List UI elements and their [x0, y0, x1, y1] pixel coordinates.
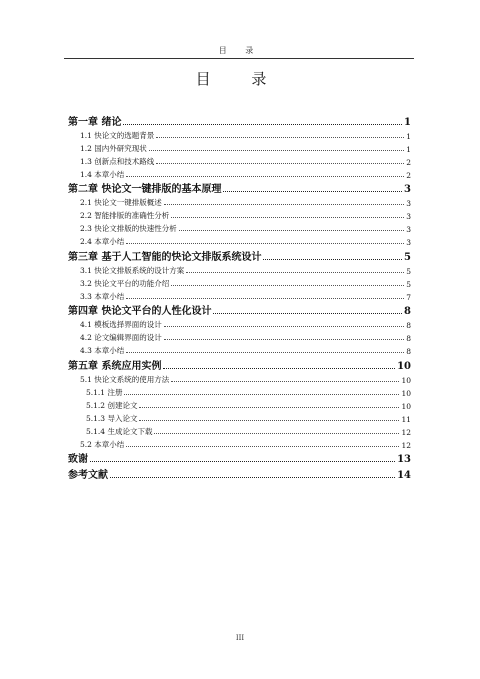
toc-entry-page: 10 — [397, 360, 411, 372]
toc-chapter-entry[interactable] — [68, 356, 411, 372]
toc-section-entry[interactable] — [68, 141, 411, 154]
toc-dot-leader — [213, 313, 402, 314]
toc-chapter-entry[interactable] — [68, 450, 411, 466]
toc-entry-page: 5 — [406, 279, 411, 289]
toc-dot-leader — [126, 352, 404, 353]
toc-entry-label: 5.1.2 创建论文 — [86, 400, 138, 410]
page-number: III — [235, 634, 245, 642]
toc-chapter-entry[interactable] — [68, 112, 411, 128]
toc-entry-label: 4.3 本章小结 — [80, 346, 125, 355]
toc-entry-page: 3 — [406, 199, 411, 208]
toc-section-entry[interactable] — [68, 263, 411, 276]
toc-entry-label: 第二章 快论文一键排版的基本原理 — [68, 184, 222, 195]
toc-entry-label: 3.3 本章小结 — [80, 291, 125, 301]
toc-dot-leader — [126, 446, 399, 447]
toc-dot-leader — [164, 339, 404, 340]
toc-chapter-entry[interactable] — [68, 247, 411, 263]
toc-entry-label: 1.3 创新点和技术路线 — [80, 156, 155, 166]
toc-dot-leader — [156, 163, 404, 164]
toc-entry-label: 2.2 智能排版的准确性分析 — [80, 211, 170, 220]
toc-entry-page: 3 — [406, 238, 411, 247]
toc-dot-leader — [126, 298, 404, 299]
toc-dot-leader — [163, 368, 395, 369]
toc-dot-leader — [139, 407, 399, 408]
toc-section-entry[interactable] — [68, 343, 411, 356]
toc-section-entry[interactable] — [68, 208, 411, 221]
toc-dot-leader — [223, 191, 402, 192]
toc-entry-page: 10 — [401, 375, 411, 385]
toc-entry-page: 8 — [406, 334, 411, 343]
toc-entry-label: 参考文献 — [68, 469, 108, 481]
toc-entry-page: 1 — [406, 144, 411, 154]
toc-entry-label: 1.1 快论文的选题背景 — [80, 130, 155, 140]
table-of-contents — [68, 112, 411, 481]
toc-entry-page: 3 — [406, 212, 411, 221]
toc-entry-page: 2 — [406, 157, 411, 167]
toc-section-entry[interactable] — [68, 424, 411, 437]
toc-entry-label: 第三章 基于人工智能的快论文排版系统设计 — [68, 251, 262, 263]
toc-section-entry[interactable] — [68, 128, 411, 141]
toc-entry-label: 第五章 系统应用实例 — [68, 360, 162, 372]
toc-entry-label: 第四章 快论文平台的人性化设计 — [68, 306, 212, 317]
toc-section-entry[interactable] — [68, 398, 411, 411]
toc-dot-leader — [126, 243, 404, 244]
toc-dot-leader — [164, 326, 404, 327]
toc-entry-page: 7 — [406, 292, 411, 302]
toc-dot-leader — [171, 285, 404, 286]
page-title: 目 录 — [195, 70, 285, 88]
toc-entry-page: 1 — [406, 131, 411, 141]
toc-section-entry[interactable] — [68, 221, 411, 234]
toc-dot-leader — [171, 381, 399, 382]
toc-dot-leader — [149, 150, 404, 151]
toc-entry-label: 5.1 快论文系统的使用方法 — [80, 374, 170, 384]
toc-dot-leader — [186, 272, 404, 273]
toc-entry-label: 5.2 本章小结 — [80, 439, 125, 449]
toc-entry-label: 2.1 快论文一键排版概述 — [80, 198, 162, 207]
toc-entry-page: 3 — [406, 225, 411, 234]
toc-section-entry[interactable] — [68, 330, 411, 343]
toc-entry-page: 11 — [401, 414, 411, 424]
toc-entry-label: 1.4 本章小结 — [80, 169, 125, 179]
toc-entry-page: 8 — [404, 306, 411, 317]
toc-section-entry[interactable] — [68, 195, 411, 208]
toc-entry-page: 8 — [406, 347, 411, 356]
toc-entry-label: 4.2 论文编辑界面的设计 — [80, 333, 162, 342]
toc-section-entry[interactable] — [68, 276, 411, 289]
toc-dot-leader — [154, 433, 399, 434]
toc-dot-leader — [164, 204, 404, 205]
toc-entry-page: 1 — [404, 116, 411, 128]
toc-entry-page: 5 — [406, 266, 411, 276]
toc-dot-leader — [90, 461, 395, 462]
toc-dot-leader — [124, 394, 399, 395]
toc-section-entry[interactable] — [68, 317, 411, 330]
toc-entry-page: 13 — [397, 454, 411, 465]
toc-chapter-entry[interactable] — [68, 465, 411, 481]
toc-entry-label: 4.1 模板选择界面的设计 — [80, 320, 162, 329]
toc-entry-label: 5.1.3 导入论文 — [86, 413, 138, 423]
toc-entry-label: 1.2 国内外研究现状 — [80, 143, 147, 153]
toc-section-entry[interactable] — [68, 167, 411, 180]
toc-chapter-entry[interactable] — [68, 302, 411, 318]
toc-chapter-entry[interactable] — [68, 180, 411, 196]
toc-section-entry[interactable] — [68, 385, 411, 398]
toc-section-entry[interactable] — [68, 411, 411, 424]
header-rule — [64, 58, 414, 59]
toc-entry-page: 12 — [401, 440, 411, 450]
running-header: 目 录 — [218, 46, 262, 55]
toc-section-entry[interactable] — [68, 372, 411, 385]
toc-entry-label: 3.1 快论文排版系统的设计方案 — [80, 265, 185, 275]
toc-entry-page: 14 — [397, 469, 411, 481]
toc-dot-leader — [126, 176, 404, 177]
toc-entry-page: 10 — [401, 388, 411, 398]
toc-entry-label: 致谢 — [68, 454, 88, 465]
toc-section-entry[interactable] — [68, 289, 411, 302]
toc-entry-page: 12 — [401, 427, 411, 437]
toc-entry-page: 5 — [404, 251, 411, 263]
toc-entry-page: 8 — [406, 321, 411, 330]
toc-entry-page: 2 — [406, 170, 411, 180]
toc-entry-label: 5.1.1 注册 — [86, 387, 123, 397]
toc-section-entry[interactable] — [68, 234, 411, 247]
toc-entry-label: 5.1.4 生成论文下载 — [86, 426, 153, 436]
toc-dot-leader — [179, 230, 404, 231]
toc-dot-leader — [156, 137, 404, 138]
toc-dot-leader — [139, 420, 399, 421]
toc-dot-leader — [263, 259, 402, 260]
toc-dot-leader — [171, 217, 404, 218]
toc-entry-label: 第一章 绪论 — [68, 116, 122, 128]
toc-entry-page: 10 — [401, 401, 411, 411]
toc-entry-label: 2.3 快论文排版的快速性分析 — [80, 224, 177, 233]
toc-entry-label: 3.2 快论文平台的功能介绍 — [80, 278, 170, 288]
toc-section-entry[interactable] — [68, 154, 411, 167]
toc-entry-page: 3 — [404, 184, 411, 195]
toc-dot-leader — [110, 477, 395, 478]
toc-dot-leader — [123, 124, 402, 125]
toc-entry-label: 2.4 本章小结 — [80, 237, 125, 246]
toc-section-entry[interactable] — [68, 437, 411, 450]
